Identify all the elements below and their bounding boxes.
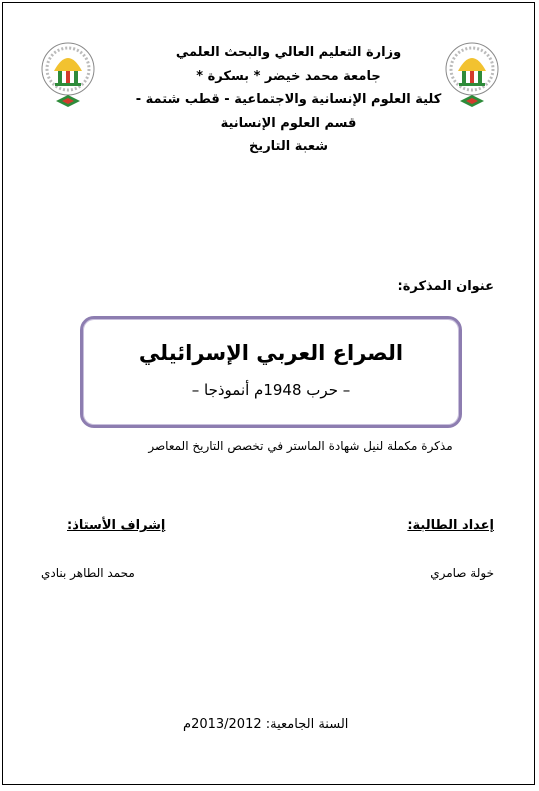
ministry-name: وزارة التعليم العالي والبحث العلمي: [175, 45, 402, 60]
academic-year-label: السنة الجامعية:: [265, 717, 349, 732]
thesis-subtitle: – حرب 1948م أنموذجا –: [191, 381, 351, 399]
faculty-name: كلية العلوم الإنسانية والاجتماعية - قطب شتمة -: [135, 92, 442, 107]
supervisor-label: إشراف الأستاذ:: [67, 518, 166, 533]
student-name: خولة صامري: [430, 566, 494, 580]
thesis-title-box: [80, 316, 462, 428]
thesis-title-label: عنوان المذكرة:: [397, 279, 494, 294]
thesis-title: الصراع العربي الإسرائيلي: [138, 341, 404, 365]
supervisor-name: محمد الطاهر بنادي: [41, 566, 135, 580]
university-name: جامعة محمد خيضر * بسكرة *: [196, 68, 381, 84]
academic-year: [183, 717, 348, 732]
academic-year-value: 2013/2012م: [183, 717, 262, 732]
thesis-purpose: مذكرة مكملة لنيل شهادة الماستر في تخصص التاريخ المعاصر: [148, 439, 453, 453]
department-name: قسم العلوم الإنسانية: [220, 115, 357, 131]
thesis-cover-page: [2, 2, 535, 785]
institution-header: [3, 41, 534, 159]
branch-name: شعبة التاريخ: [248, 139, 329, 154]
student-label: إعداد الطالبة:: [407, 518, 494, 533]
